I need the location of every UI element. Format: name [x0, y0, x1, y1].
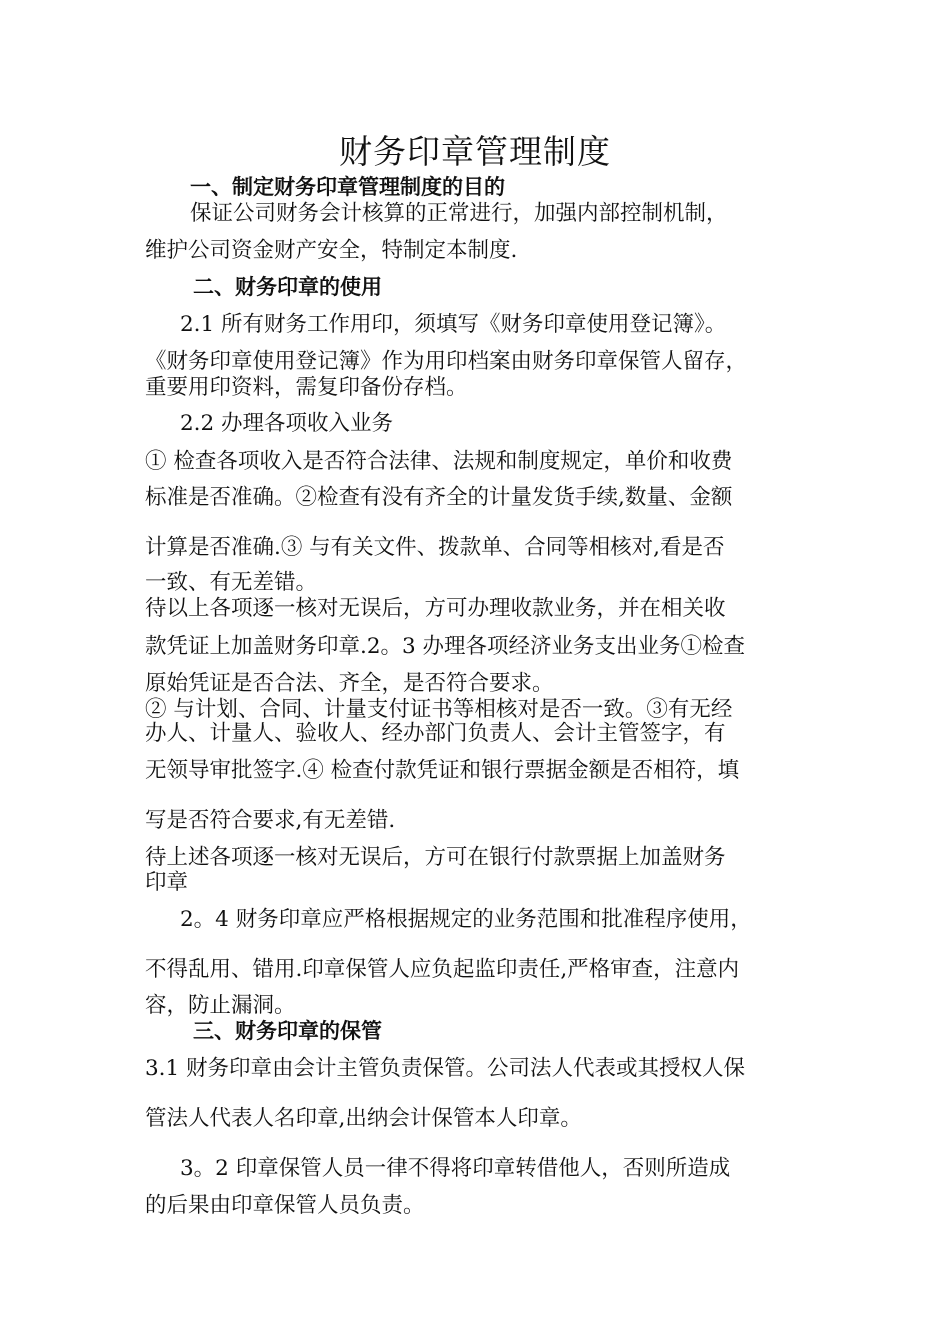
paragraph-line: 标准是否准确。②检查有没有齐全的计量发货手续,数量、金额 — [145, 485, 733, 510]
paragraph-line: 维护公司资金财产安全，特制定本制度. — [145, 238, 518, 263]
paragraph-line: 写是否符合要求,有无差错. — [145, 808, 396, 833]
paragraph-line: 管法人代表人名印章,出纳会计保管本人印章。 — [145, 1106, 582, 1131]
section-2-heading: 二、财务印章的使用 — [193, 275, 382, 299]
paragraph-line: 重要用印资料，需复印备份存档。 — [145, 375, 468, 400]
paragraph-line: 的后果由印章保管人员负责。 — [145, 1193, 425, 1218]
subsection-title: 2.2 办理各项收入业务 — [180, 411, 394, 436]
paragraph-line: 款凭证上加盖财务印章.2。3 办理各项经济业务支出业务①检查 — [145, 634, 746, 659]
paragraph-line: 一致、有无差错。 — [145, 570, 318, 595]
paragraph-line: 保证公司财务会计核算的正常进行，加强内部控制机制， — [190, 201, 728, 226]
paragraph-line: 待以上各项逐一核对无误后，方可办理收款业务，并在相关收 — [145, 596, 726, 621]
section-3-heading: 三、财务印章的保管 — [193, 1019, 382, 1043]
paragraph-line: 计算是否准确.③ 与有关文件、拨款单、合同等相核对,看是否 — [145, 535, 725, 560]
paragraph-line: 3。2 印章保管人员一律不得将印章转借他人，否则所造成 — [180, 1156, 731, 1181]
paragraph-line: ② 与计划、合同、计量支付证书等相核对是否一致。③有无经 — [145, 697, 733, 722]
paragraph-line: 待上述各项逐一核对无误后，方可在银行付款票据上加盖财务 — [145, 845, 726, 870]
paragraph-line: ① 检查各项收入是否符合法律、法规和制度规定，单价和收费 — [145, 449, 733, 474]
section-1-heading: 一、制定财务印章管理制度的目的 — [190, 175, 505, 199]
paragraph-line: 无领导审批签字.④ 检查付款凭证和银行票据金额是否相符，填 — [145, 758, 740, 783]
paragraph-line: 《财务印章使用登记簿》作为用印档案由财务印章保管人留存， — [145, 349, 748, 374]
paragraph-line: 2。4 财务印章应严格根据规定的业务范围和批准程序使用， — [180, 907, 752, 932]
paragraph-line: 办人、计量人、验收人、经办部门负责人、会计主管签字，有 — [145, 721, 726, 746]
paragraph-line: 印章 — [145, 870, 189, 895]
paragraph-line: 3.1 财务印章由会计主管负责保管。公司法人代表或其授权人保 — [145, 1056, 746, 1081]
paragraph-line: 不得乱用、错用.印章保管人应负起监印责任,严格审查，注意内 — [145, 957, 740, 982]
paragraph-line: 2.1 所有财务工作用印，须填写《财务印章使用登记簿》。 — [180, 312, 727, 337]
paragraph-line: 原始凭证是否合法、齐全，是否符合要求。 — [145, 671, 554, 696]
paragraph-line: 容，防止漏洞。 — [145, 993, 296, 1018]
document-title: 财务印章管理制度 — [339, 132, 611, 171]
